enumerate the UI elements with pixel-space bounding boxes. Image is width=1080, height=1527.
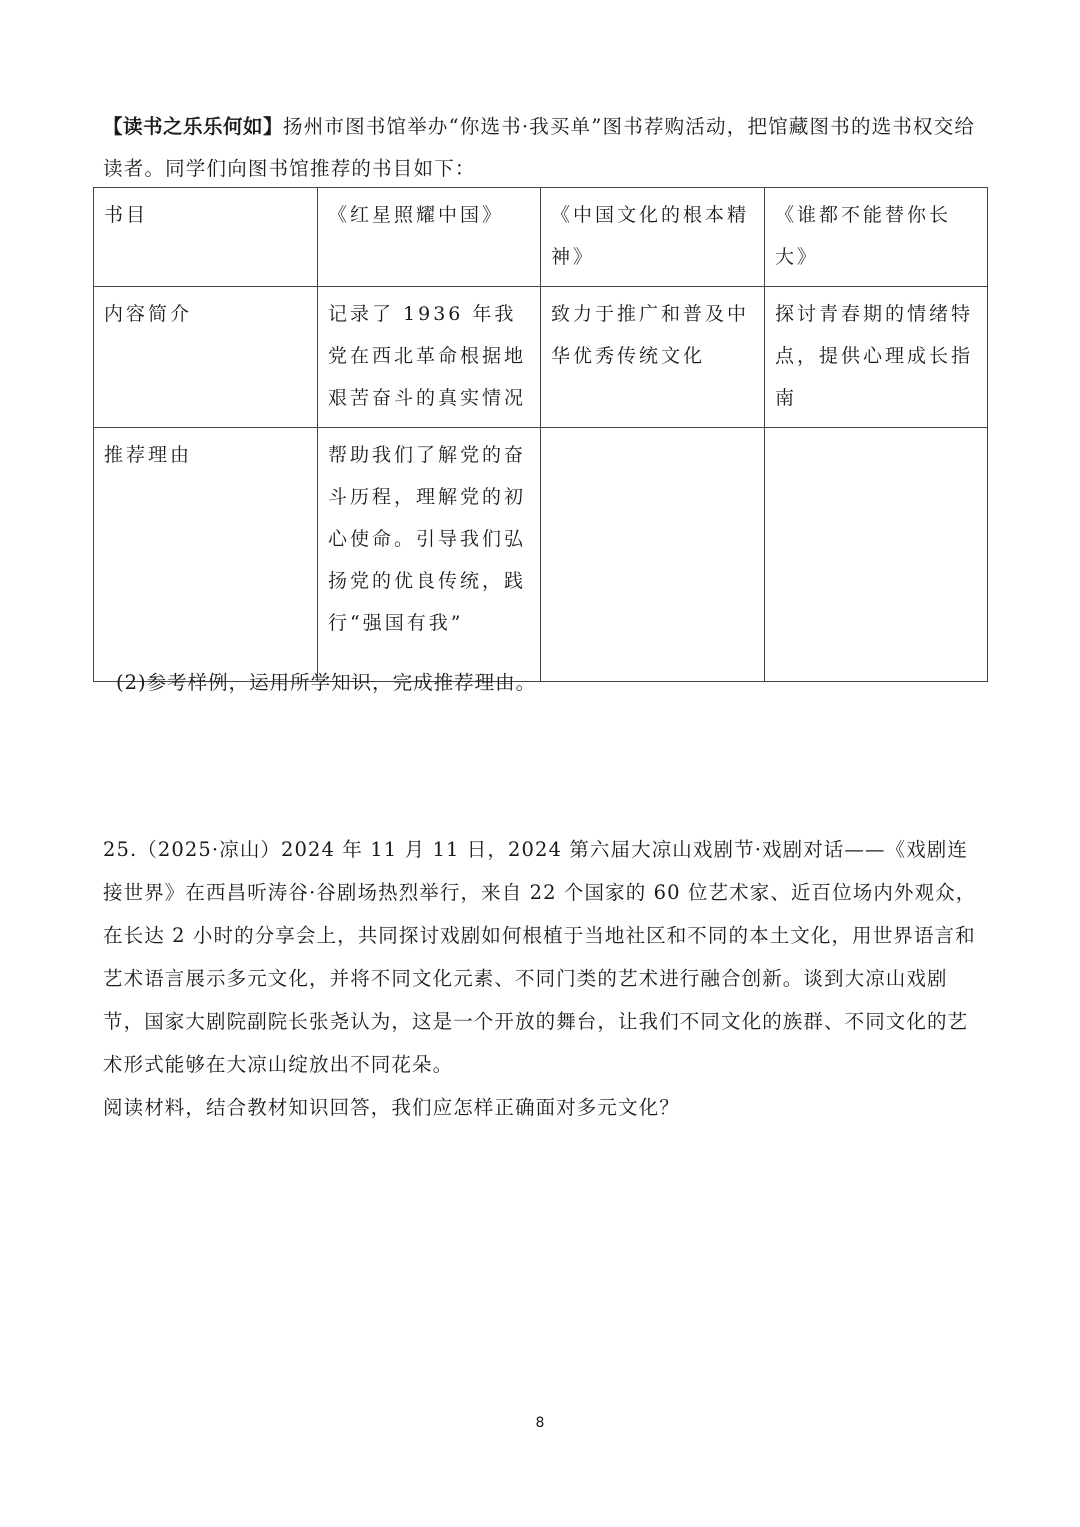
book-title: 《中国文化的根本精神》	[541, 188, 765, 287]
book-title: 《谁都不能替你长大》	[765, 188, 988, 287]
question-25-material: 25.（2025·凉山）2024 年 11 月 11 日，2024 第六届大凉山戏剧节·戏剧对话——《戏剧连接世界》在西昌听涛谷·谷剧场热烈举行，来自 22 个国家的 60 位艺术家、近百位场内外观众，在长达 2 小时的分享会上，共同探讨戏剧如何根植于当地社区和不同的本土文化，用世界语言和艺术语言展示多元文化，并将不同文化元素、不同门类的艺术进行融合创新。谈到大凉山戏剧节，国家大剧院副院长张尧认为，这是一个开放的舞台，让我们不同文化的族群、不同文化的艺术形式能够在大凉山绽放出不同花朵。	[103, 838, 977, 1076]
question-25-prompt: 阅读材料，结合教材知识回答，我们应怎样正确面对多元文化？	[103, 1096, 680, 1119]
question-25	[103, 828, 983, 1129]
table-row	[94, 428, 988, 682]
book-summary: 记录了 1936 年我党在西北革命根据地艰苦奋斗的真实情况	[318, 287, 541, 428]
question-2: (2)参考样例，运用所学知识，完成推荐理由。	[116, 671, 537, 694]
book-recommendation-table	[93, 187, 988, 682]
intro-paragraph	[103, 106, 983, 190]
row-label-summary: 内容简介	[94, 287, 318, 428]
book-summary: 探讨青春期的情绪特点，提供心理成长指南	[765, 287, 988, 428]
table-row	[94, 287, 988, 428]
book-summary: 致力于推广和普及中华优秀传统文化	[541, 287, 765, 428]
book-title: 《红星照耀中国》	[318, 188, 541, 287]
book-reason: 帮助我们了解党的奋斗历程，理解党的初心使命。引导我们弘扬党的优良传统，践行“强国有我”	[318, 428, 541, 682]
book-reason-blank[interactable]	[541, 428, 765, 682]
row-label-title: 书目	[94, 188, 318, 287]
book-reason-blank[interactable]	[765, 428, 988, 682]
row-label-reason: 推荐理由	[94, 428, 318, 682]
table-row	[94, 188, 988, 287]
section-title: 【读书之乐乐何如】	[103, 115, 284, 138]
page-number: 8	[535, 1415, 545, 1431]
intro-text: 扬州市图书馆举办“你选书·我买单”图书荐购活动，把馆藏图书的选书权交给读者。同学们向图书馆推荐的书目如下：	[103, 115, 976, 180]
